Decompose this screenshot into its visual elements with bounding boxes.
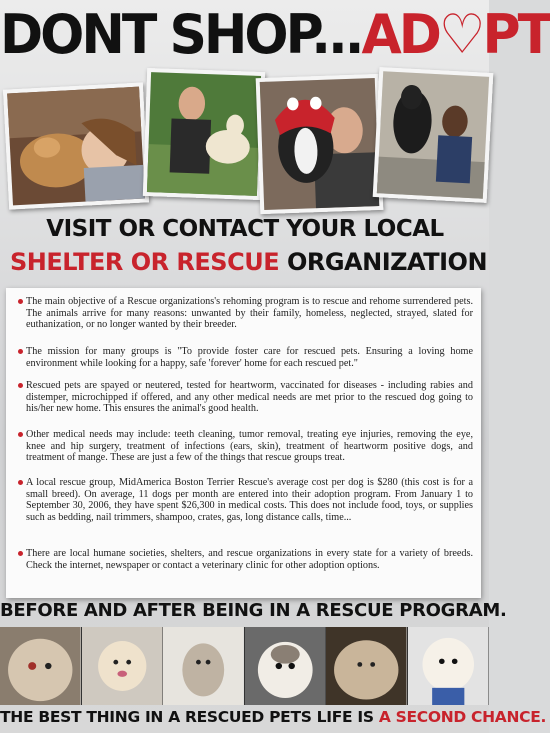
- before-after-heading: BEFORE AND AFTER BEING IN A RESCUE PROGRAM.: [0, 600, 507, 621]
- bottom-tagline-red: A SECOND CHANCE.: [378, 708, 547, 726]
- headline-dont-shop: DONT SHOP...: [0, 3, 362, 67]
- info-bullet-text: Other medical needs may include: teeth cleaning, tumor removal, treating eye injuries, removing the eye, knee and hip surgery, treatment of infections (ears, skin), treatment of heartworm positive dogs, and treatment of mange. These are just a few of the things that rescue groups treat.: [26, 429, 473, 464]
- photo-collage: [0, 68, 489, 218]
- info-bullet-text: The mission for many groups is "To provide foster care for rescued pets. Ensuring a loving home environment while looking for a happy, safe 'forever' home for each rescued pet.": [26, 346, 473, 369]
- visit-heading: VISIT OR CONTACT YOUR LOCAL: [46, 216, 444, 242]
- info-bullet: [18, 548, 473, 571]
- shelter-heading-black: ORGANIZATION: [279, 248, 488, 276]
- shelter-heading: [10, 248, 488, 276]
- bullet-dot-icon: [18, 551, 23, 556]
- shelter-heading-red: SHELTER OR RESCUE: [10, 248, 280, 276]
- info-bullet: [18, 477, 473, 523]
- info-notebox: [6, 288, 481, 598]
- bullet-dot-icon: [18, 349, 23, 354]
- info-bullet: [18, 429, 473, 464]
- photo-woman-with-puppy: [3, 82, 149, 209]
- bullet-dot-icon: [18, 432, 23, 437]
- dog-after-photo: [245, 627, 327, 705]
- dog-before-photo: [326, 627, 408, 705]
- photo-man-with-dog: [143, 68, 265, 200]
- bullet-dot-icon: [18, 299, 23, 304]
- info-bullet-text: There are local humane societies, shelters, and rescue organizations in every state for a variety of breeds. Check the internet, newspaper or contact a veterinary clinic for other adoption options.: [26, 548, 473, 571]
- headline-adopt-start: AD: [361, 3, 439, 67]
- info-bullet-text: The main objective of a Rescue organizations's rehoming program is to rescue and rehome surrendered pets. The animals arrive for many reasons: unwanted by their family, homeless, neglected, strayed, slated for euthanization, or no longer wanted by their breeder.: [26, 296, 473, 331]
- dog-before-photo: [163, 627, 245, 705]
- bullet-dot-icon: [18, 383, 23, 388]
- info-bullet-text: Rescued pets are spayed or neutered, tested for heartworm, vaccinated for diseases - including rabies and distemper, microchipped if offered, and any other medical needs are met prior to the rescued dog going to his/her new home. This ensures the animal's good health.: [26, 380, 473, 415]
- dog-before-photo: [0, 627, 82, 705]
- info-bullet: [18, 346, 473, 369]
- info-bullet: [18, 380, 473, 415]
- heart-icon: ♡: [438, 3, 483, 67]
- photo-man-with-boston-terrier: [256, 74, 384, 214]
- bottom-tagline: [0, 708, 547, 726]
- info-bullet-text: A local rescue group, MidAmerica Boston Terrier Rescue's average cost per dog is $280 (this cost is for a small breed). On average, 11 dogs per month are entered into their adoption program. From January 1 to September 30, 2006, they have spent $26,300 in medical costs. This does not include food, toys, or supplies such as bedding, nail trimmers, shampoo, crates, gas, long distance calls, time...: [26, 477, 473, 523]
- headline: [0, 2, 550, 68]
- headline-adopt-end: PT: [482, 3, 550, 67]
- info-bullet: [18, 296, 473, 331]
- before-after-strip: [0, 627, 489, 705]
- bottom-tagline-black: THE BEST THING IN A RESCUED PETS LIFE IS: [0, 708, 379, 726]
- bullet-dot-icon: [18, 480, 23, 485]
- photo-boy-with-dog: [373, 67, 494, 203]
- dog-after-photo: [408, 627, 490, 705]
- dog-after-photo: [82, 627, 164, 705]
